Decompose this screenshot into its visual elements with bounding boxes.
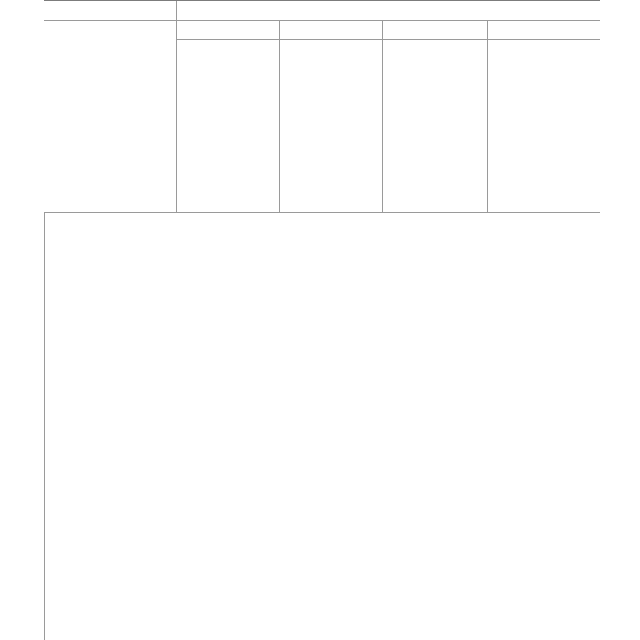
module-image-row bbox=[44, 21, 600, 213]
system-section-box bbox=[44, 212, 68, 380]
general-section-box bbox=[44, 380, 68, 640]
model-name bbox=[176, 1, 600, 20]
module-column-3 bbox=[382, 21, 487, 212]
spec-table bbox=[44, 0, 600, 640]
header-label bbox=[44, 1, 176, 20]
module-column-4 bbox=[487, 21, 600, 212]
header-row bbox=[44, 1, 600, 21]
module-column-2 bbox=[279, 21, 382, 212]
module-number-label bbox=[44, 21, 176, 212]
module-column-1 bbox=[176, 21, 279, 212]
